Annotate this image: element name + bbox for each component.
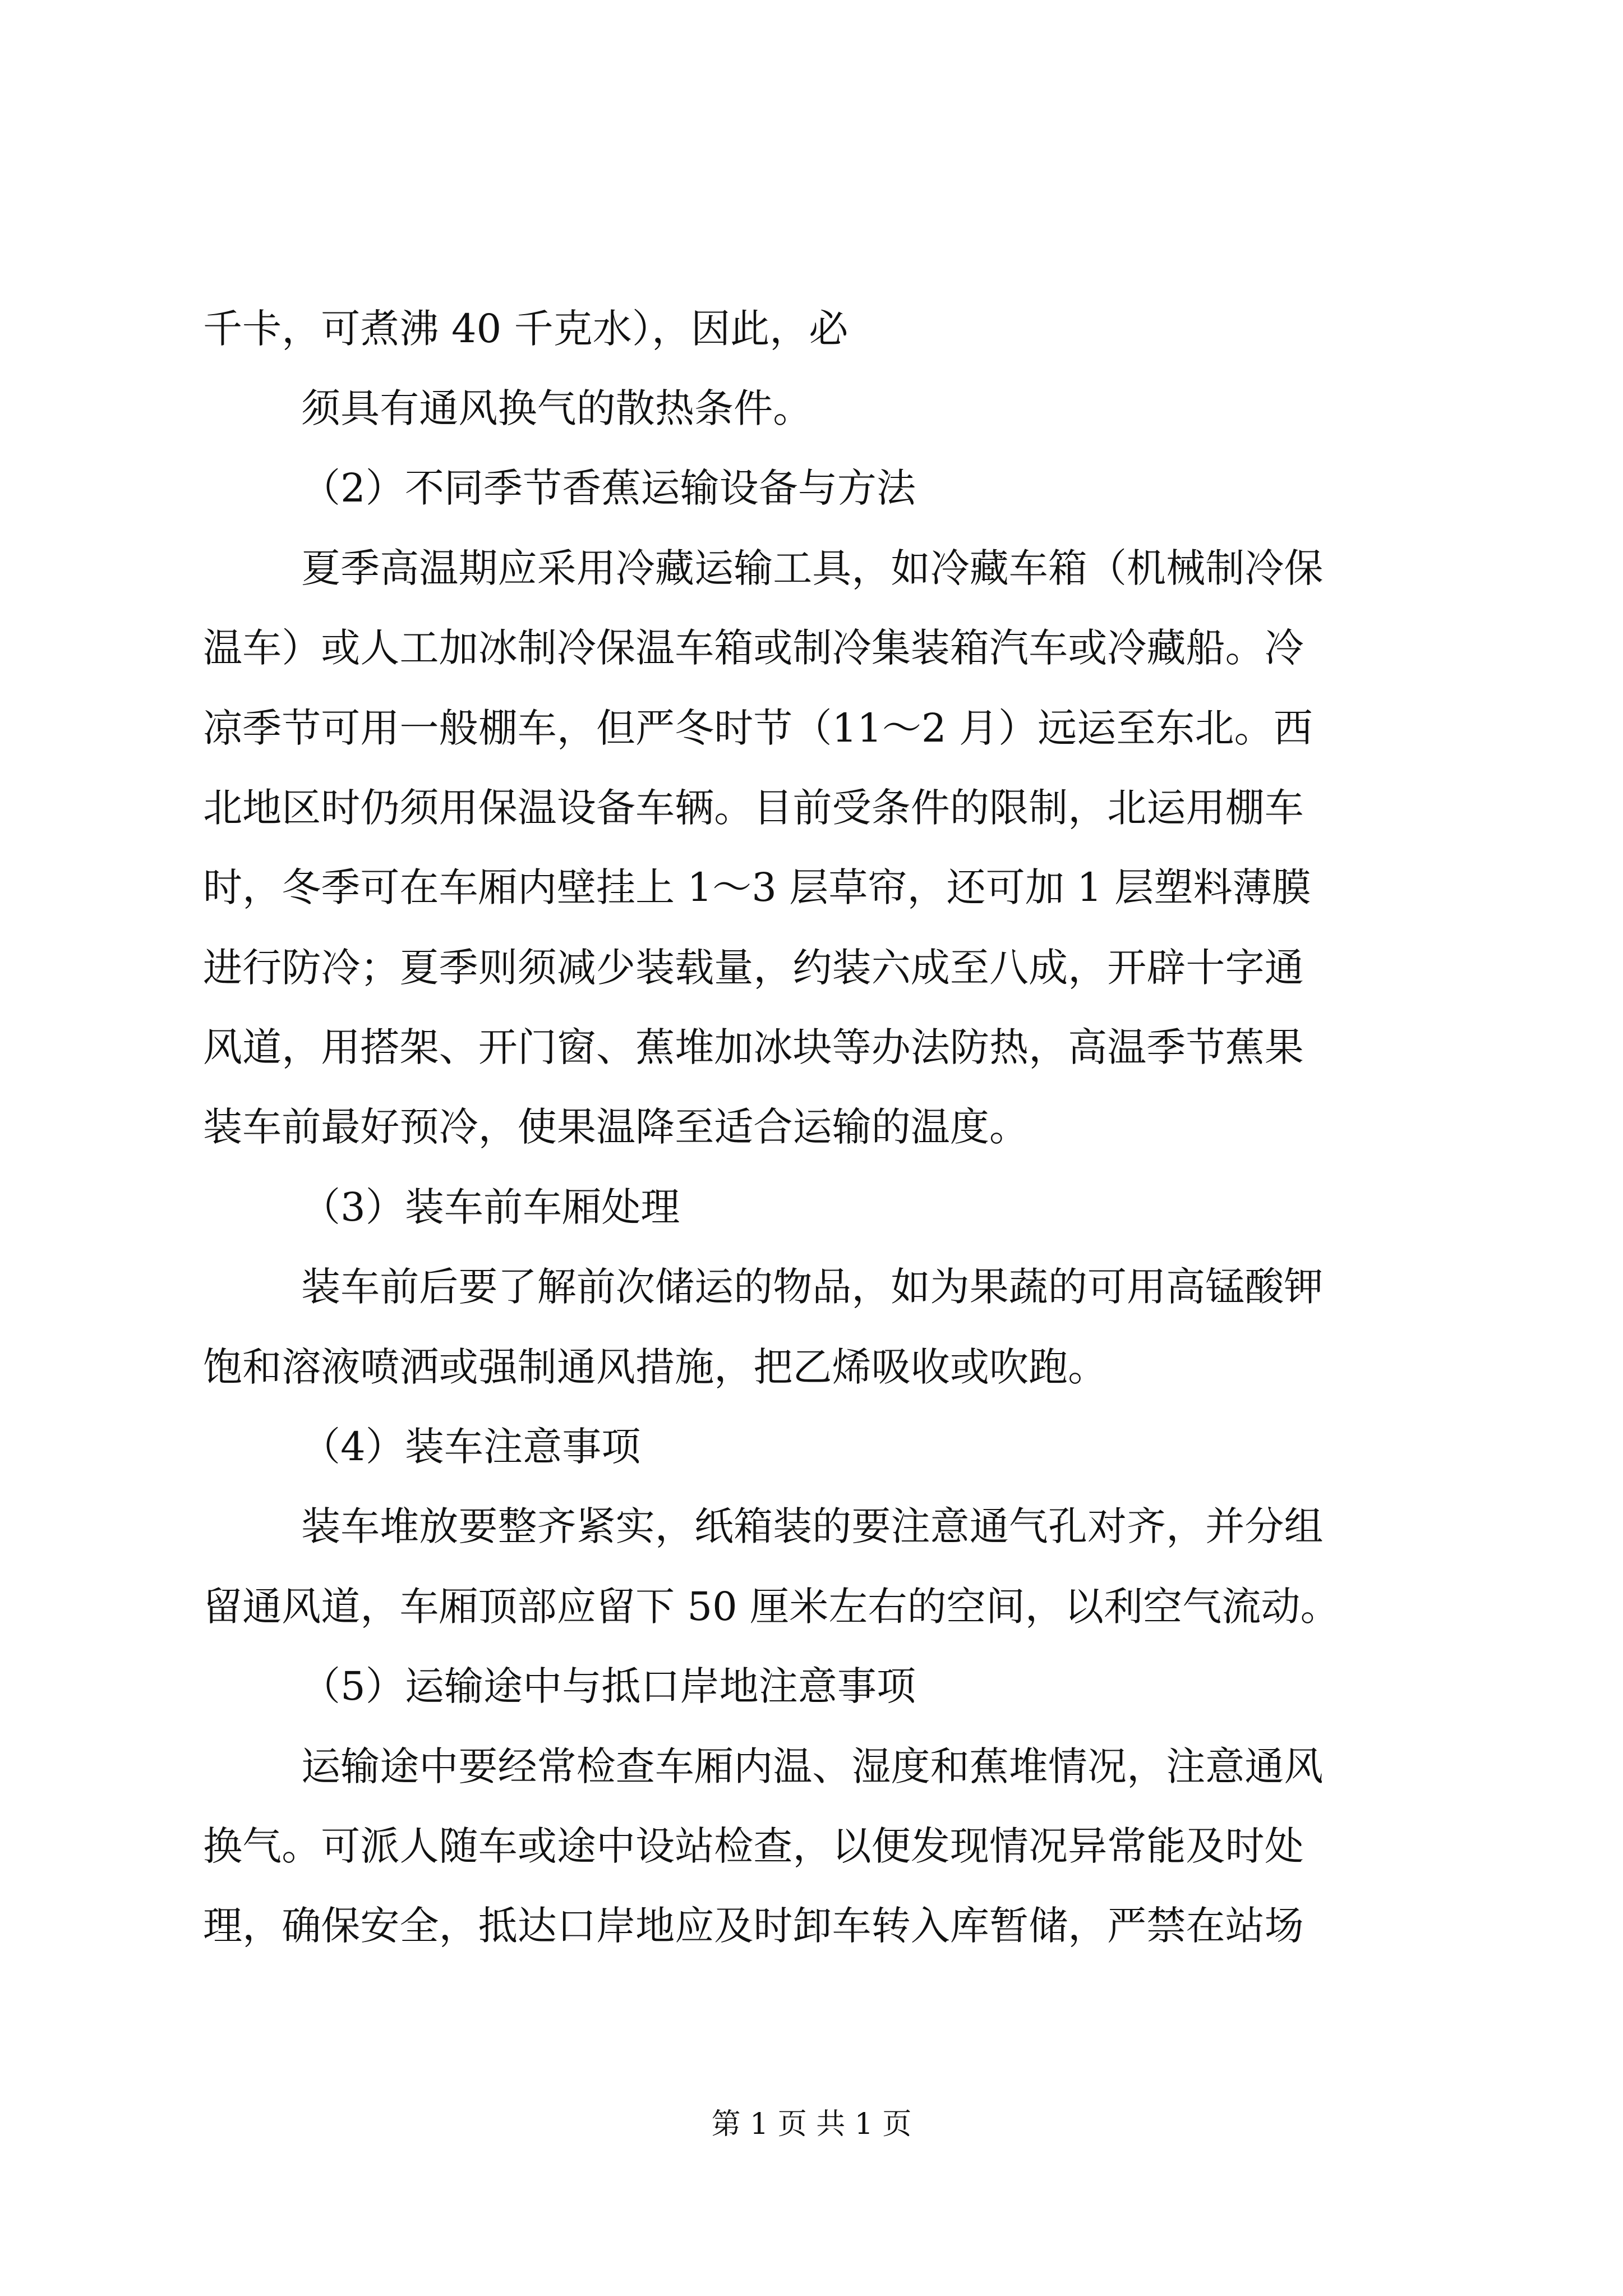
body-line: 北地区时仍须用保温设备车辆。目前受条件的限制，北运用棚车 bbox=[203, 785, 1304, 831]
body-line: 温车）或人工加冰制冷保温车箱或制冷集装箱汽车或冷藏船。冷 bbox=[203, 625, 1304, 671]
body-line: 进行防冷；夏季则须减少装载量，约装六成至八成，开辟十字通 bbox=[203, 945, 1304, 991]
body-line: 夏季高温期应采用冷藏运输工具，如冷藏车箱（机械制冷保 bbox=[301, 545, 1324, 591]
body-line: 须具有通风换气的散热条件。 bbox=[301, 385, 813, 431]
body-line: 运输途中要经常检查车厢内温、湿度和蕉堆情况，注意通风 bbox=[301, 1743, 1324, 1789]
body-line: 换气。可派人随车或途中设站检查，以便发现情况异常能及时处 bbox=[203, 1823, 1304, 1869]
section-heading: （4）装车注意事项 bbox=[301, 1424, 641, 1470]
body-line: 留通风道，车厢顶部应留下 50 厘米左右的空间，以利空气流动。 bbox=[203, 1584, 1340, 1630]
section-heading: （2）不同季节香蕉运输设备与方法 bbox=[301, 465, 916, 511]
body-line: 装车前后要了解前次储运的物品，如为果蔬的可用高锰酸钾 bbox=[301, 1264, 1324, 1310]
body-line: 理，确保安全，抵达口岸地应及时卸车转入库暂储，严禁在站场 bbox=[203, 1903, 1304, 1949]
body-line: 装车前最好预冷，使果温降至适合运输的温度。 bbox=[203, 1104, 1029, 1150]
body-line: 风道，用搭架、开门窗、蕉堆加冰块等办法防热，高温季节蕉果 bbox=[203, 1024, 1304, 1070]
body-line: 饱和溶液喷洒或强制通风措施，把乙烯吸收或吹跑。 bbox=[203, 1344, 1108, 1390]
body-line: 时，冬季可在车厢内壁挂上 1～3 层草帘，还可加 1 层塑料薄膜 bbox=[203, 864, 1311, 910]
section-heading: （5）运输途中与抵口岸地注意事项 bbox=[301, 1663, 916, 1709]
section-heading: （3）装车前车厢处理 bbox=[301, 1184, 680, 1230]
page-footer: 第 1 页 共 1 页 bbox=[711, 2108, 912, 2141]
body-line: 千卡，可煮沸 40 千克水），因此，必 bbox=[203, 306, 849, 352]
body-line: 装车堆放要整齐紧实，纸箱装的要注意通气孔对齐，并分组 bbox=[301, 1503, 1324, 1549]
body-line: 凉季节可用一般棚车，但严冬时节（11～2 月）远运至东北。西 bbox=[203, 705, 1313, 751]
